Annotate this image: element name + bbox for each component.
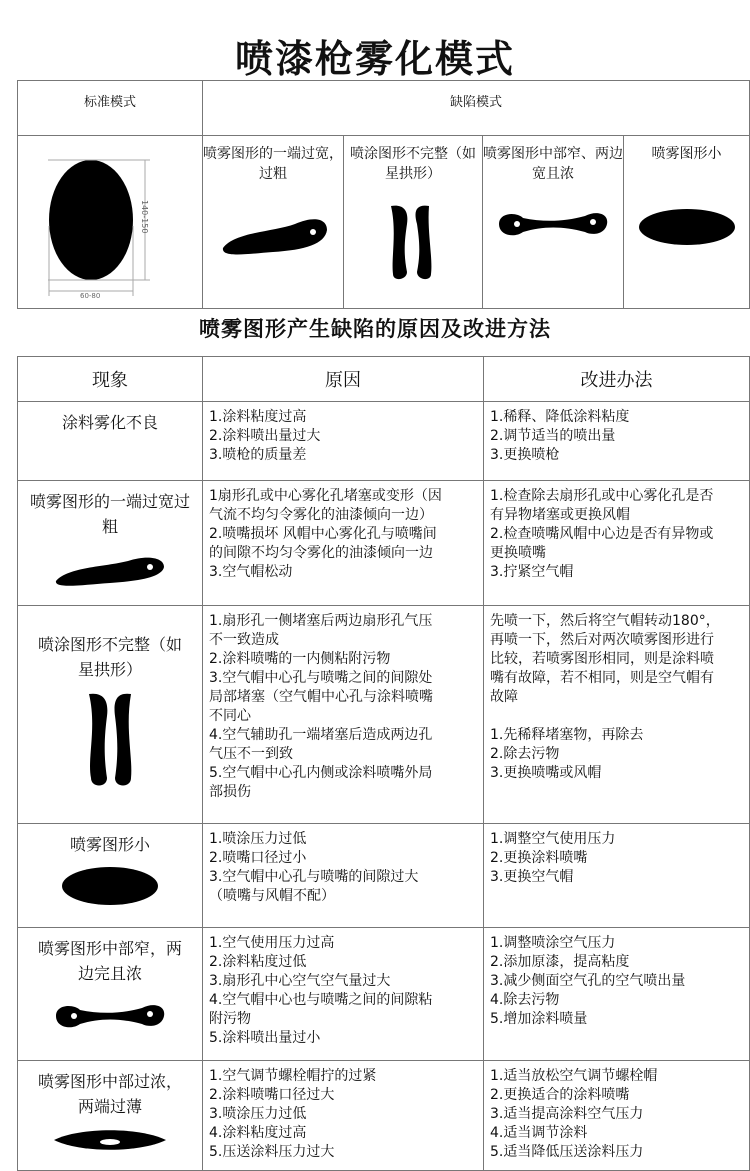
fix-line: 3.更换喷枪 [490,447,560,463]
cause-line: 3.空气帽中心孔与喷嘴的间隙过大 [209,869,419,885]
dim-horizontal-label: 60-80 [80,292,101,300]
cause-line: 1.空气使用压力过高 [209,935,335,951]
cause-line: 3.扇形孔中心空气空气量过大 [209,973,391,989]
cause-cell [203,1061,484,1171]
fix-line [490,707,743,726]
fix-line: 4.适当调节涂料 [490,1125,588,1141]
fix-line: 比较，若喷雾图形相同，则是涂料喷 [490,651,714,667]
fix-line: 1.调整空气使用压力 [490,831,616,847]
cause-line: 1扇形孔或中心雾化孔堵塞或变形（因 [209,488,442,504]
dim-vertical-label: 140-150 [140,200,149,234]
cause-line: 3.喷枪的质量差 [209,447,307,463]
fix-line: 1.稀释、降低涂料粘度 [490,409,630,425]
fix-line: 2.更换适合的涂料喷嘴 [490,1087,630,1103]
cause-line: （喷嘴与风帽不配） [209,888,335,904]
cause-line: 5.涂料喷出量过小 [209,1030,321,1046]
fix-line: 2.检查喷嘴风帽中心边是否有异物或 [490,526,714,542]
cause-line: 2.涂料粘度过低 [209,954,307,970]
fix-line: 更换喷嘴 [490,545,546,561]
cause-line: 4.空气帽中心也与喷嘴之间的间隙粘 [209,992,433,1008]
cause-cell [203,481,484,606]
defect-label-1: 喷雾图形的一端过宽，过粗 [203,146,343,182]
fix-cell [484,481,750,606]
fix-line: 1.检查除去扇形孔或中心雾化孔是否 [490,488,714,504]
mode-table [17,80,750,309]
fix-line: 1.调整喷涂空气压力 [490,935,616,951]
fix-line: 5.适当降低压送涂料压力 [490,1144,644,1160]
crescent-shape-icon [213,202,333,262]
fix-line: 3.更换空气帽 [490,869,574,885]
cause-cell [203,824,484,928]
crescent-shape-icon [50,547,170,587]
col-header-fix: 改进办法 [484,357,750,402]
table-row [18,606,750,824]
fix-line: 2.添加原漆，提高粘度 [490,954,630,970]
phenomenon-cell [18,1061,203,1171]
defect-cell-4 [624,136,750,309]
table-row [18,928,750,1061]
small-oval-shape-icon [55,863,165,909]
cause-line: 气流不均匀令雾化的油漆倾向一边） [209,507,433,523]
table-row [18,402,750,481]
split-arch-shape-icon [373,202,453,282]
fix-cell [484,1061,750,1171]
cause-line: 1.涂料粘度过高 [209,409,307,425]
col-header-phenomenon: 现象 [18,357,203,402]
cause-line: 3.喷涂压力过低 [209,1106,307,1122]
phenomenon-cell [18,481,203,606]
phenomenon-label: 喷雾图形中部过浓，两端过薄 [38,1072,183,1116]
cause-line: 1.空气调节螺栓帽拧的过紧 [209,1068,377,1084]
cause-cell [203,606,484,824]
cause-line: 2.喷嘴口径过小 [209,850,307,866]
fix-line: 4.除去污物 [490,992,560,1008]
cause-line: 2.涂料喷嘴口径过大 [209,1087,335,1103]
phenomenon-cell [18,928,203,1061]
fix-cell [484,824,750,928]
fix-line: 再喷一下，然后对两次喷雾图形进行 [490,632,714,648]
fix-line: 2.除去污物 [490,746,560,762]
fix-line: 5.增加涂料喷量 [490,1011,588,1027]
dumbbell-shape-icon [493,202,613,252]
table-row [18,481,750,606]
standard-oval-diagram [18,136,202,302]
cause-line: 不同心 [209,708,251,724]
fix-line: 故障 [490,689,518,705]
cause-line: 4.涂料粘度过高 [209,1125,307,1141]
cause-line: 气压不一到致 [209,746,293,762]
cause-line: 的间隙不均匀令雾化的油漆倾向一边 [209,545,433,561]
fix-line: 3.减少侧面空气孔的空气喷出量 [490,973,686,989]
defect-label-3: 喷雾图形中部窄、两边宽且浓 [483,146,623,182]
cause-line: 4.空气辅助孔一端堵塞后造成两边孔 [209,727,433,743]
fix-cell [484,928,750,1061]
col-header-cause: 原因 [203,357,484,402]
page-title: 喷漆枪雾化模式 [234,37,515,81]
fix-line: 3.适当提高涂料空气压力 [490,1106,644,1122]
standard-mode-header: 标准模式 [18,81,203,136]
table-row [18,1061,750,1171]
fix-line: 1.先稀释堵塞物，再除去 [490,727,644,743]
defect-label-2: 喷涂图形不完整（如星拱形） [350,146,476,182]
defect-cell-1 [203,136,344,309]
fix-line: 有异物堵塞或更换风帽 [490,507,630,523]
fix-line: 2.更换涂料喷嘴 [490,850,588,866]
cause-line: 部损伤 [209,784,251,800]
cause-line: 局部堵塞（空气帽中心孔与涂料喷嘴 [209,689,433,705]
dumbbell-shape-icon [50,996,170,1036]
phenomenon-label: 喷涂图形不完整（如星拱形） [38,635,183,679]
cause-line: 3.空气帽中心孔与喷嘴之间的间隙处 [209,670,433,686]
cause-line: 5.压送涂料压力过大 [209,1144,335,1160]
cause-line: 1.扇形孔一侧堵塞后两边扇形孔气压 [209,613,433,629]
phenomenon-label: 喷雾图形中部窄，两边完且浓 [38,939,183,983]
standard-oval-shape [49,160,133,280]
phenomenon-label: 喷雾图形小 [69,835,150,854]
standard-pattern-cell [18,136,203,309]
defect-label-4: 喷雾图形小 [651,146,722,162]
cause-line: 2.涂料喷嘴的一内侧粘附污物 [209,651,391,667]
fix-cell [484,606,750,824]
defect-cell-2 [344,136,483,309]
fix-line: 3.拧紧空气帽 [490,564,574,580]
fix-line: 嘴有故障，若不相同，则是空气帽有 [490,670,714,686]
section-title: 喷雾图形产生缺陷的原因及改进方法 [199,317,551,341]
fix-line: 2.调节适当的喷出量 [490,428,616,444]
cause-line: 3.空气帽松动 [209,564,293,580]
fix-line: 先喷一下，然后将空气帽转动180°， [490,613,720,629]
defect-cause-table [17,356,750,1171]
cause-cell [203,928,484,1061]
cause-line: 5.空气帽中心孔内侧或涂料喷嘴外局 [209,765,433,781]
split-arch-shape-icon [75,692,145,788]
small-oval-shape-icon [627,202,747,252]
cause-line: 1.喷涂压力过低 [209,831,307,847]
cause-cell [203,402,484,481]
defect-cell-3 [483,136,624,309]
phenomenon-cell [18,402,203,481]
cause-line: 不一致造成 [209,632,279,648]
phenomenon-cell [18,824,203,928]
defect-mode-header: 缺陷模式 [203,81,750,136]
fix-cell [484,402,750,481]
phenomenon-label: 涂料雾化不良 [61,413,158,432]
lens-shape-icon [50,1127,170,1153]
phenomenon-label: 喷雾图形的一端过宽过粗 [30,492,191,536]
cause-line: 2.喷嘴损坏 风帽中心雾化孔与喷嘴间 [209,526,437,542]
cause-line: 附污物 [209,1011,251,1027]
phenomenon-cell [18,606,203,824]
table-row [18,824,750,928]
fix-line: 1.适当放松空气调节螺栓帽 [490,1068,658,1084]
cause-line: 2.涂料喷出量过大 [209,428,321,444]
fix-line: 3.更换喷嘴或风帽 [490,765,602,781]
